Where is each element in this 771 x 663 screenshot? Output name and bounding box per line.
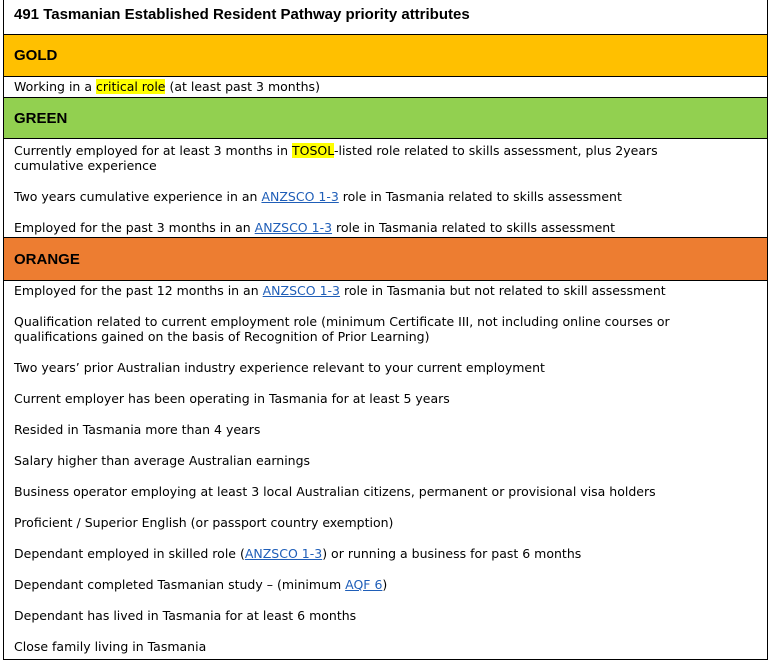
attribute-text: Salary higher than average Australian earnings bbox=[14, 453, 311, 468]
anzsco-link[interactable]: ANZSCO 1-3 bbox=[262, 283, 340, 298]
attribute-text: Two years’ prior Australian industry experience relevant to your current employment bbox=[14, 360, 545, 375]
attribute-row bbox=[14, 143, 767, 173]
attribute-text: Proficient / Superior English (or passport country exemption) bbox=[14, 515, 394, 530]
attribute-row bbox=[14, 189, 767, 204]
attribute-text: -listed role related to skills assessment, plus 2years cumulative experience bbox=[14, 143, 658, 173]
attribute-text: Two years cumulative experience in an bbox=[14, 189, 262, 204]
attribute-text: Dependant has lived in Tasmania for at least 6 months bbox=[14, 608, 357, 623]
attribute-text: Dependant completed Tasmanian study – (minimum bbox=[14, 577, 346, 592]
anzsco-link[interactable]: ANZSCO 1-3 bbox=[261, 189, 339, 204]
highlighted-term: critical role bbox=[95, 79, 166, 94]
attribute-text: role in Tasmania but not related to skill assessment bbox=[339, 283, 666, 298]
attribute-text: Resided in Tasmania more than 4 years bbox=[14, 422, 261, 437]
attribute-row bbox=[14, 577, 767, 592]
attribute-row bbox=[14, 79, 767, 94]
attribute-text: Working in a bbox=[14, 79, 96, 94]
highlighted-term: TOSOL bbox=[291, 143, 334, 158]
gold-section bbox=[4, 77, 767, 98]
orange-header: ORANGE bbox=[4, 238, 767, 281]
attribute-row bbox=[14, 314, 767, 344]
attribute-row bbox=[14, 422, 767, 437]
attribute-text: role in Tasmania related to skills assessment bbox=[338, 189, 622, 204]
attribute-row bbox=[14, 391, 767, 406]
attribute-text: Business operator employing at least 3 local Australian citizens, permanent or provisional visa holders bbox=[14, 484, 656, 499]
attribute-text: ) bbox=[382, 577, 388, 592]
attribute-text: Qualification related to current employment role (minimum Certificate III, not including online courses or qualifications gained on the basis of Recognition of Prior Learning) bbox=[14, 314, 670, 344]
attribute-text: ) or running a business for past 6 months bbox=[322, 546, 582, 561]
page-title: 491 Tasmanian Established Resident Pathway priority attributes bbox=[4, 0, 767, 35]
attribute-text: role in Tasmania related to skills assessment bbox=[332, 220, 616, 235]
attribute-text: Dependant employed in skilled role ( bbox=[14, 546, 245, 561]
anzsco-link[interactable]: AQF 6 bbox=[345, 577, 383, 592]
orange-section bbox=[4, 281, 767, 654]
anzsco-link[interactable]: ANZSCO 1-3 bbox=[254, 220, 333, 235]
attribute-row bbox=[14, 608, 767, 623]
attribute-row bbox=[14, 515, 767, 530]
attribute-text: Employed for the past 3 months in an bbox=[14, 220, 255, 235]
anzsco-link[interactable]: ANZSCO 1-3 bbox=[244, 546, 323, 561]
attribute-row bbox=[14, 546, 767, 561]
attribute-text: Close family living in Tasmania bbox=[14, 639, 207, 654]
green-section bbox=[4, 139, 767, 238]
attribute-text: Current employer has been operating in Tasmania for at least 5 years bbox=[14, 391, 450, 406]
gold-header: GOLD bbox=[4, 35, 767, 77]
attribute-text: Currently employed for at least 3 months in bbox=[14, 143, 292, 158]
priority-attributes-table bbox=[3, 0, 768, 660]
attribute-row bbox=[14, 283, 767, 298]
attribute-text: Employed for the past 12 months in an bbox=[14, 283, 263, 298]
green-header: GREEN bbox=[4, 98, 767, 139]
attribute-row bbox=[14, 484, 767, 499]
attribute-row bbox=[14, 453, 767, 468]
attribute-row bbox=[14, 360, 767, 375]
attribute-row bbox=[14, 639, 767, 654]
attribute-text: (at least past 3 months) bbox=[165, 79, 320, 94]
attribute-row bbox=[14, 220, 767, 235]
